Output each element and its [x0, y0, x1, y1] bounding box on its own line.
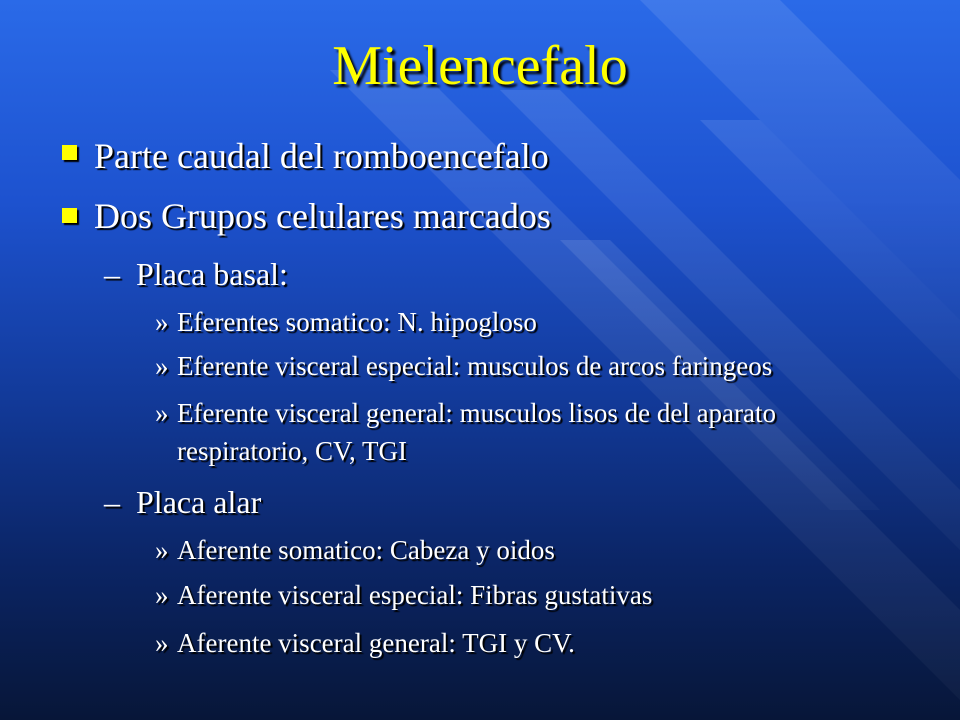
- sub-item-text: Eferentes somatico: N. hipogloso: [177, 307, 537, 337]
- chevron-bullet-icon: »: [155, 628, 169, 658]
- dash-bullet-icon: –: [104, 484, 120, 520]
- bullet-text: Parte caudal del romboencefalo: [94, 136, 549, 176]
- square-bullet-icon: [62, 145, 77, 160]
- sub-item-text: Aferente somatico: Cabeza y oidos: [177, 535, 555, 565]
- sub-item-text: Aferente visceral general: TGI y CV.: [177, 628, 575, 658]
- group-heading: Placa alar: [136, 484, 262, 520]
- chevron-bullet-icon: »: [155, 307, 169, 337]
- bullet-text: Dos Grupos celulares marcados: [94, 196, 551, 236]
- sub-item-text-continued: respiratorio, CV, TGI: [177, 436, 407, 466]
- chevron-bullet-icon: »: [155, 398, 169, 428]
- group-heading: Placa basal:: [136, 256, 288, 292]
- dash-bullet-icon: –: [104, 256, 120, 292]
- chevron-bullet-icon: »: [155, 351, 169, 381]
- sub-item-text: Eferente visceral especial: musculos de arcos faringeos: [177, 351, 773, 381]
- chevron-bullet-icon: »: [155, 535, 169, 565]
- chevron-bullet-icon: »: [155, 580, 169, 610]
- slide-title: Mielencefalo: [332, 35, 628, 97]
- sub-item-text: Eferente visceral general: musculos lisos de del aparato: [177, 398, 777, 428]
- sub-item-text: Aferente visceral especial: Fibras gustativas: [177, 580, 653, 610]
- square-bullet-icon: [62, 208, 77, 223]
